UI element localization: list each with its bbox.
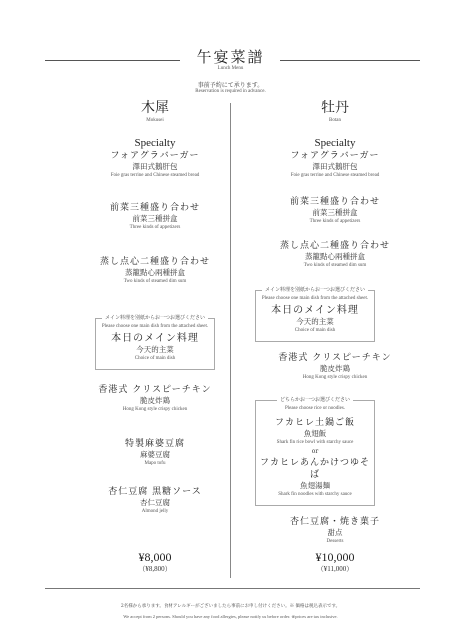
- main-dish-choice-box: [255, 287, 375, 342]
- item-name-cn: 今天的主菜: [136, 345, 174, 354]
- item-name-jp: 杏仁豆腐・焼き菓子: [289, 517, 380, 527]
- footer-note: 2名様から承ります。食材アレルギーがございましたら事前にお申し付けください。※ 価格は税込表示です。: [120, 604, 341, 609]
- price-tax-inclusive: （¥8,800）: [138, 565, 172, 573]
- course-mokusei: [55, 100, 255, 580]
- item-name-jp: フォアグラバーガー: [110, 151, 200, 161]
- item-name-cn: 魚翅湯麺: [300, 481, 330, 490]
- item-name-jp: フカヒレ土鍋ご飯: [275, 418, 355, 428]
- item-name-cn: 前菜三種拼盒: [132, 214, 178, 223]
- item-name-en: Mapo tofu: [144, 461, 166, 466]
- item-name-en: Three kinds of appetizers: [129, 225, 181, 230]
- item-name-cn: 蒸籠點心兩種拼盒: [125, 268, 185, 277]
- item-name-jp: フォアグラバーガー: [290, 151, 380, 161]
- menu-item: [55, 486, 255, 516]
- course-name-en: Mokusei: [146, 118, 164, 123]
- menu-title: 午宴菜譜: [196, 48, 265, 66]
- item-name-en: Hong Kong style crispy chicken: [302, 375, 368, 380]
- item-name-jp: フカヒレあんかけつゆそば: [260, 458, 370, 480]
- menu-item: [55, 438, 255, 468]
- item-name-cn: 澤田式鵝肝包: [132, 162, 178, 171]
- specialty-label: Specialty: [134, 137, 176, 149]
- reservation-notice: 事前予約にて承ります。: [197, 82, 264, 89]
- menu-item: [55, 136, 255, 180]
- course-botan: [235, 100, 435, 580]
- choice-heading: メイン料理を別紙からお一つお選びください: [262, 287, 368, 293]
- menu-item: [235, 352, 435, 382]
- menu-item: [235, 240, 435, 270]
- item-name-en: Foie gras terrine and Chinese steamed bread: [290, 173, 380, 178]
- item-name-cn: 前菜三種拼盒: [312, 208, 358, 217]
- choice-heading-en: Please choose rice or noodles.: [284, 406, 346, 411]
- course-name: 木犀: [141, 100, 169, 116]
- main-dish-choice-box: [95, 315, 215, 370]
- item-name-jp: 特製麻婆豆腐: [124, 439, 185, 449]
- item-name-en: Two kinds of steamed dim sum: [123, 279, 187, 284]
- item-name-en: Two kinds of steamed dim sum: [303, 263, 367, 268]
- course-name-en: Botan: [329, 118, 341, 123]
- item-name-jp: 蒸し点心二種盛り合わせ: [99, 257, 210, 267]
- rice-or-noodle-choice-box: [255, 397, 375, 506]
- item-name-en: Desserts: [326, 539, 344, 544]
- course-price: [235, 550, 435, 574]
- item-name-en: Foie gras terrine and Chinese steamed bread: [110, 173, 200, 178]
- price-tax-inclusive: （¥11,000）: [316, 565, 354, 573]
- reservation-notice-en: Reservation is required in advance.: [195, 89, 266, 94]
- item-name-jp: 本日のメイン料理: [271, 305, 359, 316]
- item-name-jp: 前菜三種盛り合わせ: [289, 197, 380, 207]
- menu-item: [235, 516, 435, 546]
- item-name-cn: 脆皮炸鶏: [140, 396, 170, 405]
- item-name-cn: 蒸籠點心兩種拼盒: [305, 252, 365, 261]
- item-name-en: Choice of main dish: [134, 356, 176, 361]
- item-name-cn: 杏仁豆腐: [140, 498, 170, 507]
- item-name-jp: 香港式 クリスピーチキン: [278, 353, 392, 363]
- menu-item: [55, 384, 255, 414]
- item-name-cn: 甜点: [327, 528, 343, 537]
- item-name-jp: 前菜三種盛り合わせ: [109, 203, 200, 213]
- specialty-label: Specialty: [314, 137, 356, 149]
- choice-heading-en: Please choose one main dish from the attached sheet.: [101, 324, 209, 329]
- menu-item: [55, 202, 255, 232]
- choice-heading: メイン料理を別紙からお一つお選びください: [102, 315, 208, 321]
- menu-item: [235, 136, 435, 180]
- price: ¥10,000: [315, 550, 355, 564]
- item-name-en: Hong Kong style crispy chicken: [122, 407, 188, 412]
- item-name-cn: 魚翅飯: [303, 429, 327, 438]
- footer-note-en: We accept from 2 persons. Should you have any food allergies, please notify us before order. ※prices are tax inclusive.: [123, 614, 338, 619]
- course-header: [55, 100, 255, 123]
- item-name-jp: 本日のメイン料理: [111, 333, 199, 344]
- course-name: 牡丹: [321, 100, 349, 116]
- item-name-jp: 蒸し点心二種盛り合わせ: [279, 241, 390, 251]
- menu-item: [235, 196, 435, 226]
- course-header: [235, 100, 435, 123]
- item-name-en: Shark fin rice bowl with starchy sauce: [276, 440, 354, 445]
- price: ¥8,000: [138, 550, 172, 564]
- item-name-jp: 杏仁豆腐 黒糖ソース: [108, 487, 202, 497]
- menu-title-en: Lunch Menu: [217, 66, 244, 71]
- item-name-jp: 香港式 クリスピーチキン: [98, 385, 212, 395]
- item-name-en: Almond jelly: [141, 509, 169, 514]
- choice-heading-en: Please choose one main dish from the attached sheet.: [261, 296, 369, 301]
- item-name-cn: 麻婆豆腐: [140, 450, 170, 459]
- item-name-en: Three kinds of appetizers: [309, 219, 361, 224]
- or-separator: or: [311, 448, 319, 455]
- item-name-cn: 今天的主菜: [296, 317, 334, 326]
- item-name-cn: 脆皮炸鶏: [320, 364, 350, 373]
- course-price: [55, 550, 255, 574]
- footer-rule: [45, 588, 420, 589]
- item-name-en: Shark fin noodles with starchy sauce: [278, 492, 352, 497]
- item-name-cn: 澤田式鵝肝包: [312, 162, 358, 171]
- menu-item: [55, 256, 255, 286]
- choice-heading: どちらかお一つお選びください: [277, 397, 353, 403]
- item-name-en: Choice of main dish: [294, 328, 336, 333]
